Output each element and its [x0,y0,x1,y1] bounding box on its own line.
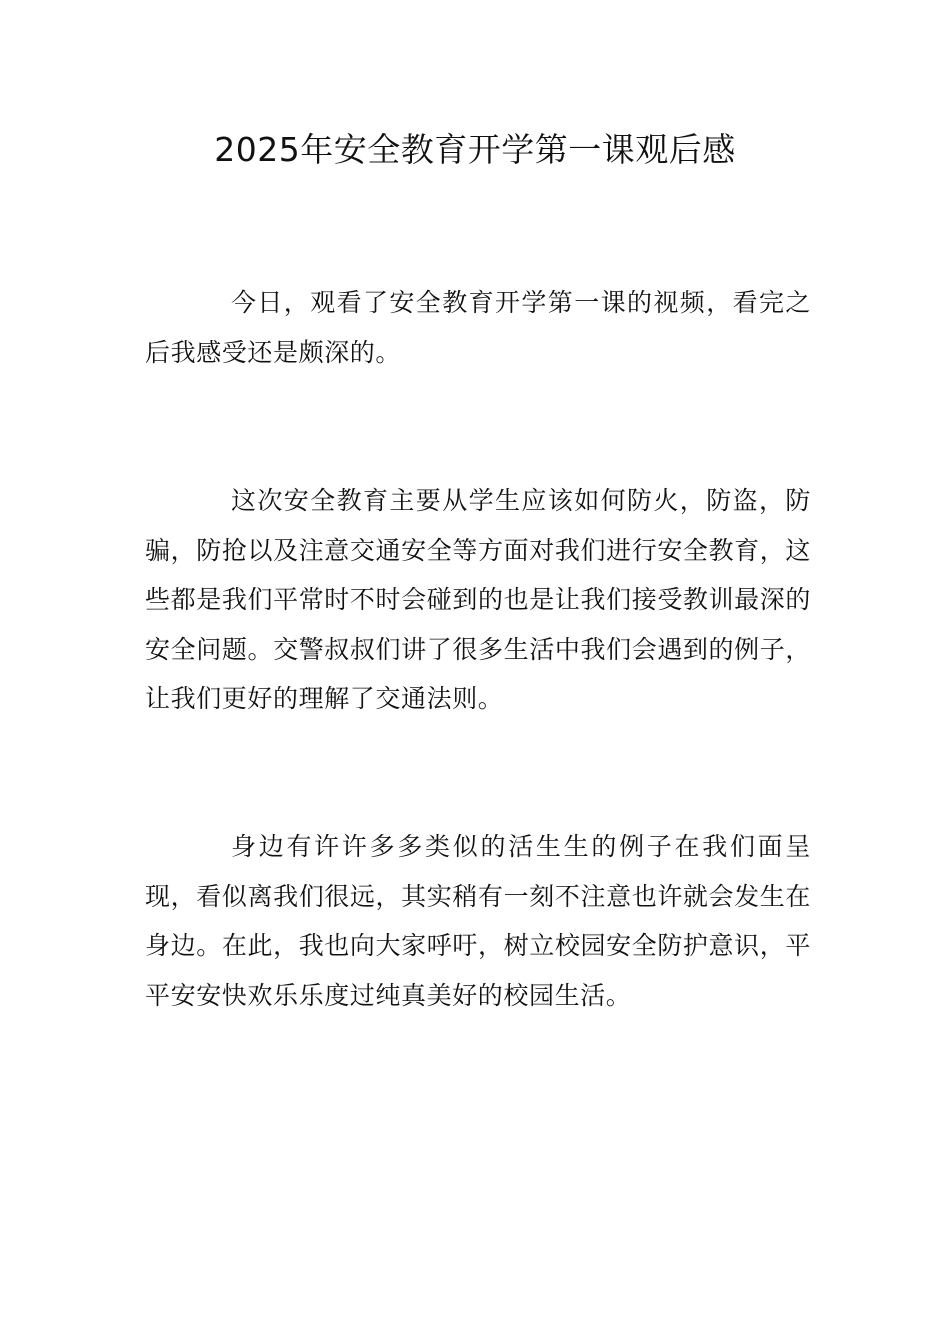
paragraph-safety-education: 这次安全教育主要从学生应该如何防火，防盗，防骗，防抢以及注意交通安全等方面对我们进行安全教育，这些都是我们平常时不时会碰到的也是让我们接受教训最深的安全问题。交警叔叔们讲了很多生活中我们会遇到的例子，让我们更好的理解了交通法则。 [145,486,811,713]
paragraph-appeal: 身边有许许多多类似的活生生的例子在我们面呈现，看似离我们很远，其实稍有一刻不注意也许就会发生在身边。在此，我也向大家呼吁，树立校园安全防护意识，平平安安快欢乐乐度过纯真美好的校园生活。 [145,832,811,1010]
document-title: 2025年安全教育开学第一课观后感 [214,130,736,169]
paragraph-intro: 今日，观看了安全教育开学第一课的视频，看完之后我感受还是颇深的。 [145,288,811,367]
